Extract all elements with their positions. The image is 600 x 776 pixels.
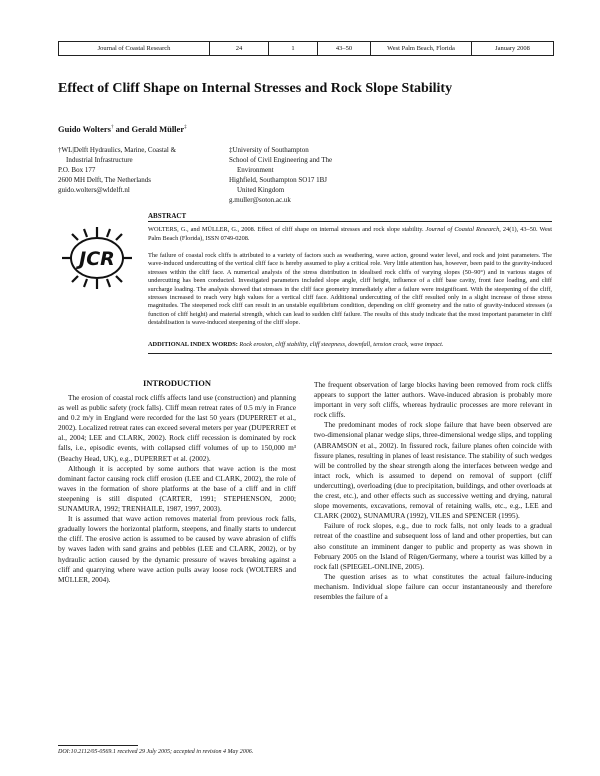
header-journal: Journal of Coastal Research (59, 42, 210, 55)
abstract-label: ABSTRACT (148, 212, 187, 220)
affil-right-line: Environment (237, 166, 274, 174)
paragraph: Failure of rock slopes, e.g., due to rock falls, not only leads to a gradual retreat of the coastline and subsequent loss of land and other properties, but can also constitute an imminent danger to public and property as was shown in February 2005 on the Island of Rügen/Germany, where a tourist was killed by a rock fall (SPIEGEL-ONLINE, 2005). (314, 521, 552, 571)
author-2: Gerald Müller (131, 124, 185, 134)
citation (148, 226, 552, 243)
affil-left-line: 2600 MH Delft, The Netherlands (58, 176, 151, 184)
right-column (314, 380, 552, 602)
header-pages: 43–50 (318, 42, 371, 55)
jcr-logo (58, 225, 136, 291)
header-location: West Palm Beach, Florida (371, 42, 472, 55)
running-header (58, 41, 554, 56)
footnote-rule (58, 745, 138, 746)
citation-text: WOLTERS, G., and MÜLLER, G., 2008. Effect of cliff shape on internal stresses and rock slope stability. (148, 226, 426, 233)
paper-title: Effect of Cliff Shape on Internal Stresses and Rock Slope Stability (58, 81, 453, 96)
paragraph: The erosion of coastal rock cliffs affects land use (construction) and planning as well as public safety (rock falls). Cliff mean retreat rates of 0.5 m/y in France and 0.2 m/y in England were recorded for the last 50 years (DUPERRET et al., 2002). Localized retreat rates can exceed several meters per year (DUPERRET et al., 2004; LEE and CLARK, 2002). Rock cliff recession is dominated by rock falls, i.e., episodic events, with collapsed cliff volumes of up to 150,000 m³ (Beachy Head, UK), e.g., DUPERRET et al. (2002). (58, 393, 296, 463)
header-issue: 1 (269, 42, 318, 55)
affil-left-email: guido.wolters@wldelft.nl (58, 186, 130, 194)
affil-right-line: United Kingdom (237, 186, 285, 194)
logo-text: JCR (79, 248, 115, 270)
abstract-top-rule (148, 221, 552, 222)
paragraph: Although it is accepted by some authors that wave action is the most dominant factor causing rock cliff erosion (LEE and CLARK, 2002), the role of waves in the formation of shore platforms at the base of a cliff and in cliff steepening is still disputed (CARTER, 1991; STEPHENSON, 2000; SUNAMURA, 1992; TRENHAILE, 1987, 1997, 2003). (58, 463, 296, 514)
left-column (58, 393, 296, 585)
affil-left-line: P.O. Box 177 (58, 166, 96, 174)
citation-text-end: , 24(1), 43–50. West Palm Beach (Florida), ISSN 0749-0208. (148, 226, 552, 242)
paragraph: The question arises as to what constitutes the actual failure-inducing mechanism. Individual slope failure can occur instantaneously and therefore resembles the failure of a (314, 571, 552, 601)
paragraph: The frequent observation of large blocks having been removed from rock cliffs appears to support the latter authors. Wave-induced abrasion is probably more important in very soft cliffs, whereas hydraulic processes are more relevant in rock cliffs. (314, 380, 552, 420)
author-1-mark: † (110, 125, 114, 131)
affil-right-line: School of Civil Engineering and The (229, 156, 333, 164)
affiliation-left (58, 145, 228, 195)
footnote: DOI:10.2112/05-0569.1 received 29 July 2005; accepted in revision 4 May 2006. (58, 749, 254, 755)
abstract-body: The failure of coastal rock cliffs is attributed to a variety of factors such as weathering, wave action, ground water level, and rock and joint parameters. The wave-induced undercutting of the vertical cliff face is hereby assumed to play a critical role. Very little attention has, however, been paid to the gravity-induced stresses within the cliff face. A numerical analysis of the stress distribution in idealised rock cliffs of varying slopes (50–90°) and in various stages of undercutting has been conducted. Investigated parameters included slope angle, cliff height, influence of a cliff base cavity, front face loading, and cliff surcharge loading. The analysis showed that stresses in the cliff face geometry immediately after a failure were insignificant. With the steepening of the cliff, stresses increased to reach very high values for a vertical cliff face. Additional undercutting of the cliff resulted only in a slight increase of those stress magnitudes. The steepened rock cliff can result in an unstable equilibrium condition, depending on cliff geometry and the ratio of gravity-induced stresses (a function of cliff height) and material strength, which can lead to sudden cliff failure. The results of this study indicate that the most important parameter in cliff destabilisation is wave-induced steepening of the cliff slope. (148, 252, 552, 327)
abstract-bottom-rule (148, 353, 552, 354)
index-words-list: Rock erosion, cliff stability, cliff steepness, downfall, tension crack, wave impact. (239, 341, 444, 348)
affil-left-line: Industrial Infrastructure (66, 156, 133, 164)
header-date: January 2008 (495, 45, 530, 52)
section-heading: INTRODUCTION (142, 378, 211, 388)
affil-left-line: †WL|Delft Hydraulics, Marine, Coastal & (58, 146, 177, 154)
affil-right-line: ‡University of Southampton (229, 146, 309, 154)
author-1: Guido Wolters (58, 124, 111, 134)
index-words-label: ADDITIONAL INDEX WORDS: (148, 341, 238, 348)
index-words (148, 341, 552, 348)
author-2-mark: ‡ (184, 125, 187, 131)
affil-right-line: Highfield, Southampton SO17 1BJ (229, 176, 328, 184)
affiliation-right (229, 145, 399, 205)
author-line (58, 124, 187, 134)
author-conjunction: and (113, 124, 132, 134)
citation-journal: Journal of Coastal Research (425, 226, 500, 233)
paragraph: It is assumed that wave action removes material from previous rock falls, gradually lowers the horizontal platform, steepens, and finally starts to undercut the cliff. The erosive action is assumed to be caused by wave abrasion of cliffs by waves laden with sand grains and pebbles (LEE and CLARK, 2002), or by hydraulic action caused by the dynamic pressure of waves breaking against a cliff and quarrying where wave action pulls away loose rock (WOLTERS and MÜLLER, 2004). (58, 514, 296, 584)
affil-right-email: g.muller@soton.ac.uk (229, 196, 291, 204)
paragraph: The predominant modes of rock slope failure that have been observed are two-dimensional planar wedge slips, three-dimensional wedge slips, and toppling (ABRAMSON et al., 2002). In fissured rock, failure planes often coincide with fissure planes, resulting in planes of least resistance. The stability of such wedges will be controlled by the shear strength along the interfaces between wedge and intact rock, which is assumed to depend on removal of support (cliff undercutting), overloading (due to precipitation, buildings, and other overloads at the crest, etc.), and other effects such as successive wetting and drying, natural slope movements, excavations, removal of retaining walls, etc., e.g., LEE and CLARK (2002), SUNAMURA (1992), VILES and SPENCER (1995). (314, 420, 552, 521)
header-volume: 24 (210, 42, 269, 55)
